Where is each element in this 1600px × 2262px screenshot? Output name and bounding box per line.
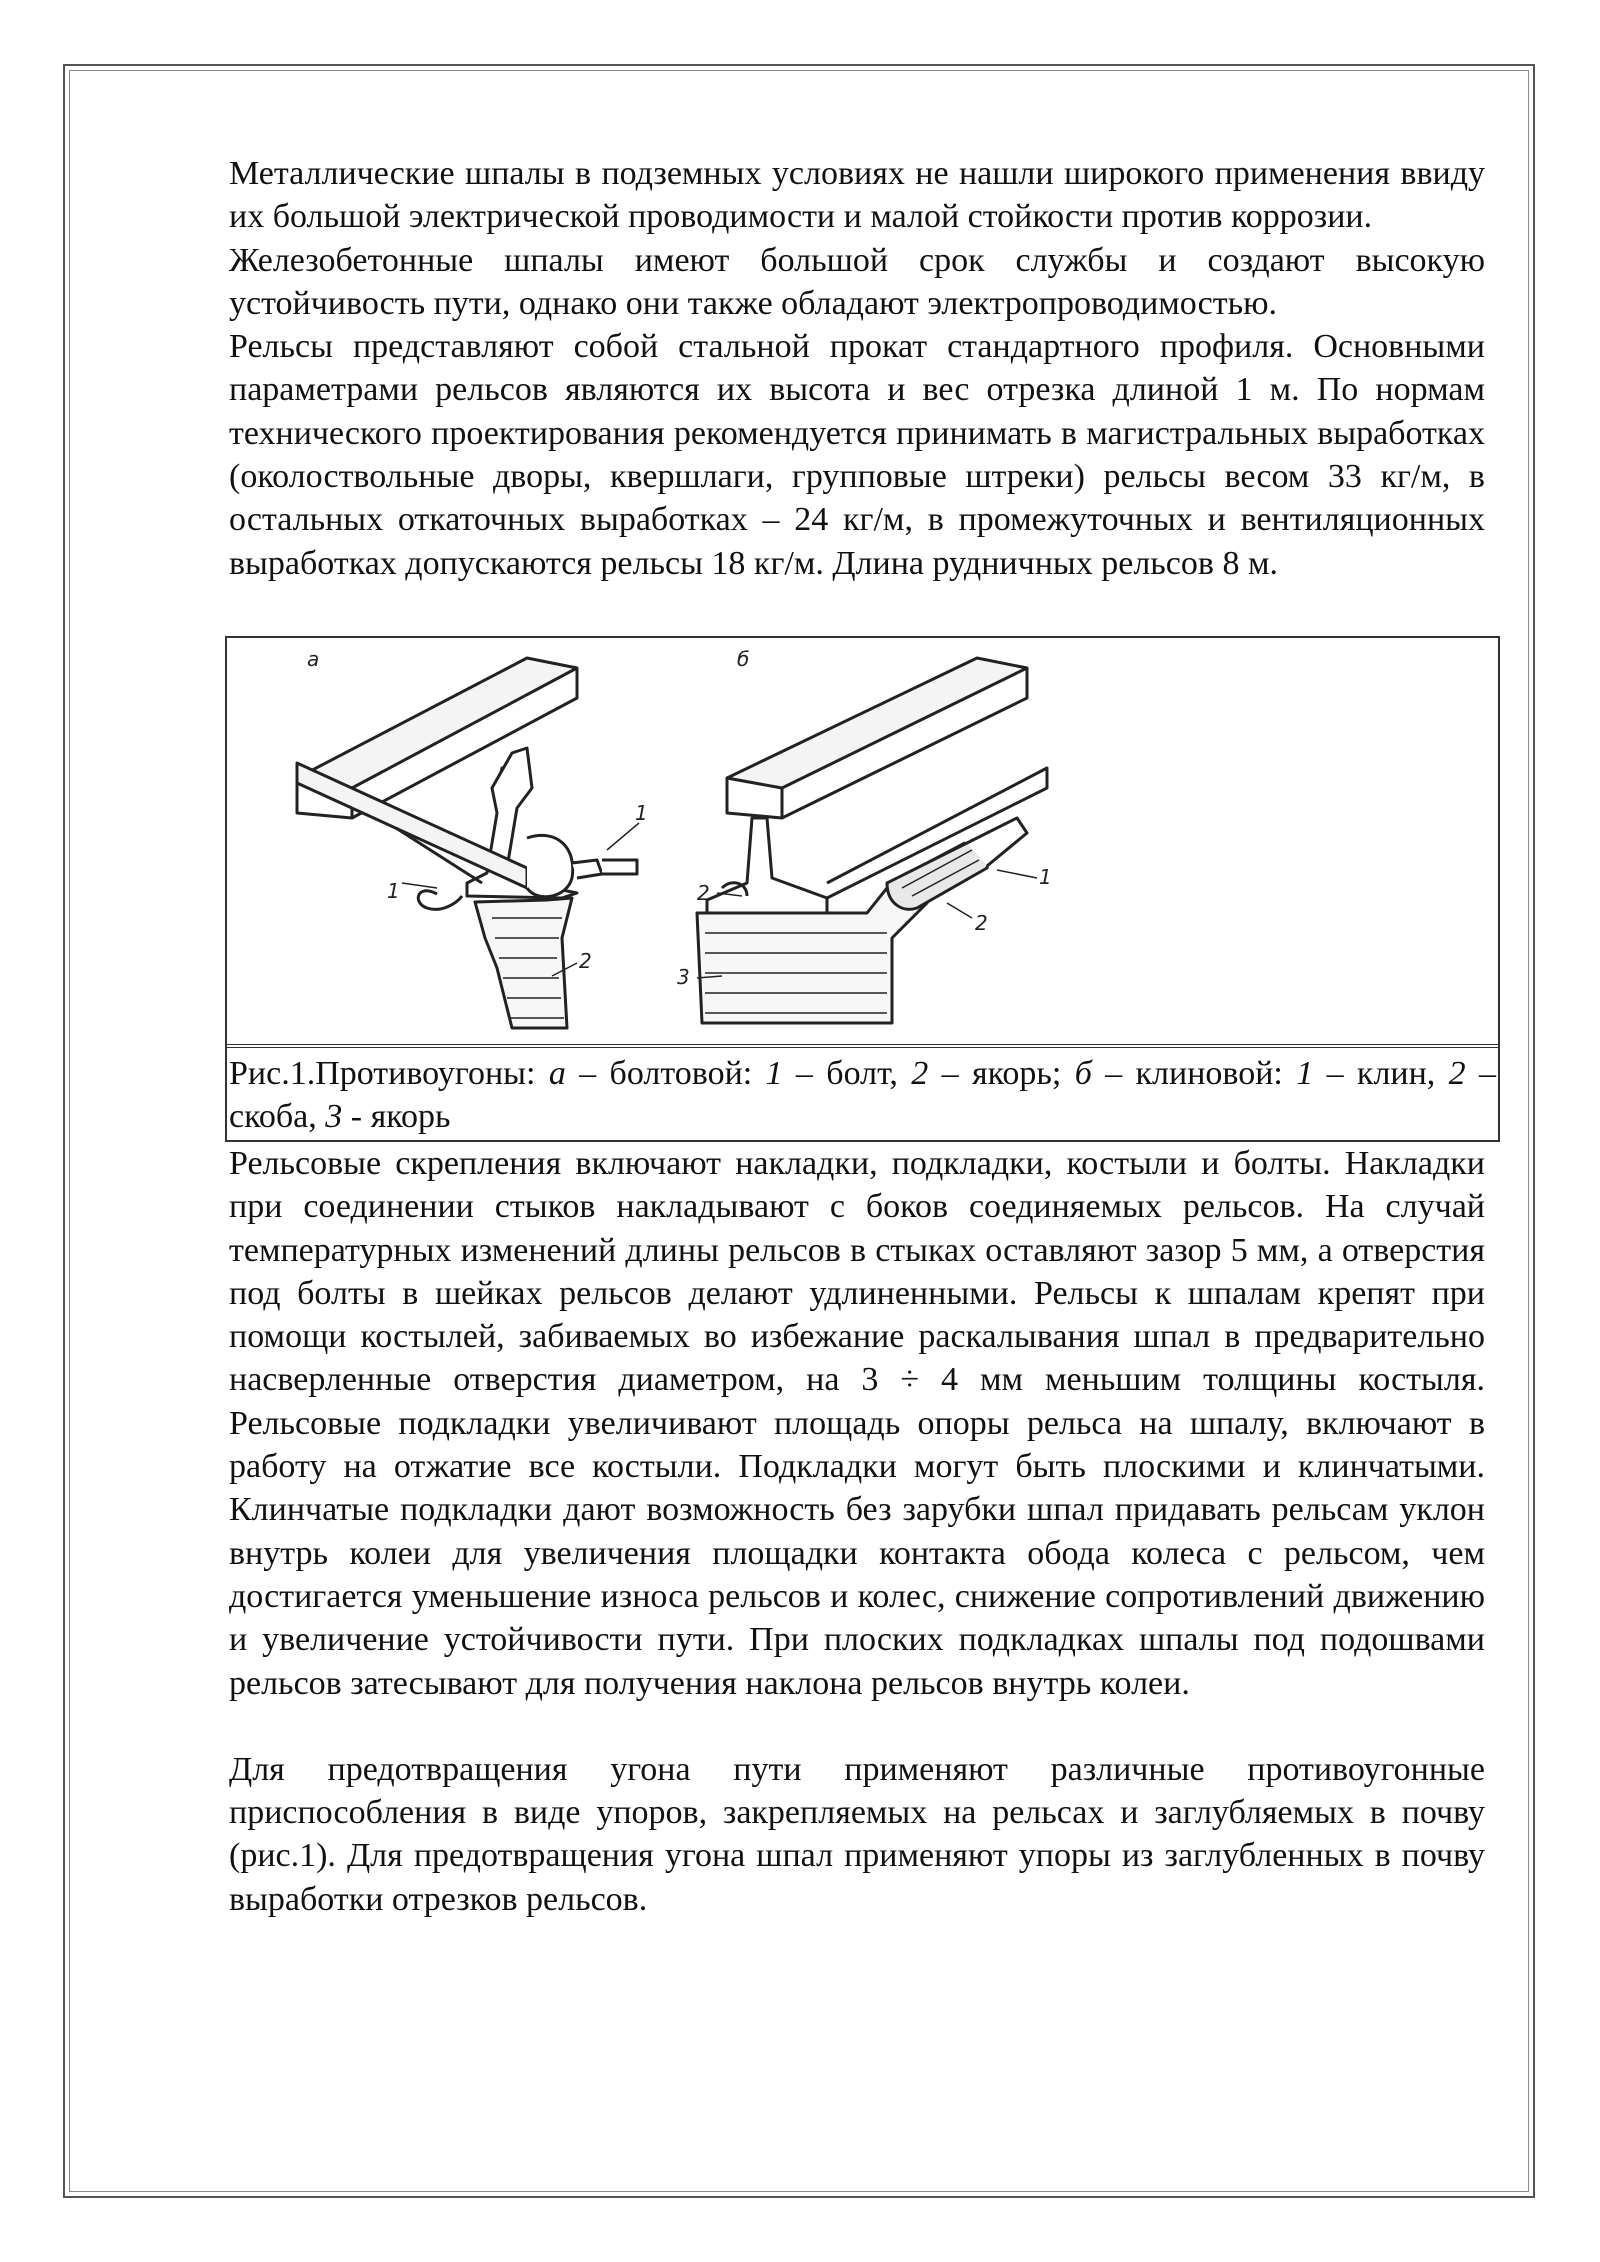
caption-b: б <box>1074 1054 1092 1092</box>
figure-caption <box>227 1047 1498 1140</box>
caption-num-3: 1 <box>1296 1054 1314 1092</box>
caption-num-4: 2 <box>1448 1054 1466 1092</box>
figure-label-a1-left: 1 <box>387 878 400 903</box>
anti-creeper-drawing <box>227 638 1498 1044</box>
figure-label-a1-top: 1 <box>635 800 648 825</box>
figure-label-a: а <box>307 646 320 671</box>
caption-text-5: – клин, <box>1313 1054 1449 1092</box>
figure-1 <box>225 636 1500 1142</box>
figure-label-b: б <box>737 646 750 671</box>
caption-text-4: – клиновой: <box>1091 1054 1297 1092</box>
paragraph-rail-fastenings: Рельсовые скрепления включают накладки, подкладки, костыли и болты. Накладки при соединении стыков накладывают с боков соединяемых рельсов. На случай температурных изменений длины рельсов в стыках оставляют зазор 5 мм, а отверстия под болты в шейках рельсов делают удлиненными. Рельсы к шпалам крепят при помощи костылей, забиваемых во избежание раскалывания шпал в предварительно насверленные отверстия диаметром, на 3 ÷ 4 мм меньшим толщины костыля. Рельсовые подкладки увеличивают площадь опоры рельса на шпалу, включают в работу на отжатие все костыли. Подкладки могут быть плоскими и клинчатыми. Клинчатые подкладки дают возможность без зарубки шпал придавать рельсам уклон внутрь колеи для увеличения площадки контакта обода колеса с рельсом, чем достигается уменьшение износа рельсов и колес, снижение сопротивлений движению и увеличение устойчивости пути. При плоских подкладках шпалы под подошвами рельсов затесывают для получения наклона рельсов внутрь колеи. <box>229 1144 1485 1702</box>
caption-prefix: Рис.1.Противоугоны: <box>229 1054 549 1092</box>
paragraph-anti-creep: Для предотвращения угона пути применяют различные противоугонные приспособления в виде упоров, закрепляемых на рельсах и заглубляемых в почву (рис.1). Для предотвращения угона шпал применяют упоры из заглубленных в почву выработки отрезков рельсов. <box>229 1750 1485 1918</box>
caption-num-1: 1 <box>765 1054 783 1092</box>
caption-text-6: – скоба, <box>229 1054 1497 1135</box>
figure-label-b3: 3 <box>677 964 690 989</box>
paragraph-rails: Рельсы представляют собой стальной прокат стандартного профиля. Основными параметрами рельсов являются их высота и вес отрезка длиной 1 м. По нормам технического проектирования рекомендуется принимать в магистральных выработках (околоствольные дворы, квершлаги, групповые штреки) рельсы весом 33 кг/м, в остальных откаточных выработках – 24 кг/м, в промежуточных и вентиляционных выработках допускаются рельсы 18 кг/м. Длина рудничных рельсов 8 м. <box>229 328 1485 582</box>
paragraph-metal-sleepers: Металлические шпалы в подземных условиях не нашли широкого применения ввиду их большой электрической проводимости и малой стойкости против коррозии. <box>229 155 1485 236</box>
figure-label-b1: 1 <box>1039 864 1052 889</box>
figure-illustration <box>227 638 1498 1045</box>
caption-text-3: – якорь; <box>928 1054 1075 1092</box>
caption-text-1: – болтовой: <box>565 1054 766 1092</box>
caption-num-5: 3 <box>325 1097 343 1135</box>
caption-text-7: - якорь <box>342 1097 451 1135</box>
caption-num-2: 2 <box>911 1054 929 1092</box>
figure-label-b2: 2 <box>975 910 988 935</box>
paragraph-concrete-sleepers: Железобетонные шпалы имеют большой срок службы и создают высокую устойчивость пути, однако они также обладают электропроводимостью. <box>229 241 1485 322</box>
figure-label-b2-left: 2 <box>697 880 710 905</box>
caption-a: а <box>548 1054 566 1092</box>
document-body <box>229 152 1497 1921</box>
paragraph-spacer <box>229 1705 1485 1748</box>
figure-label-a2: 2 <box>579 948 592 973</box>
caption-text-2: – болт, <box>782 1054 912 1092</box>
